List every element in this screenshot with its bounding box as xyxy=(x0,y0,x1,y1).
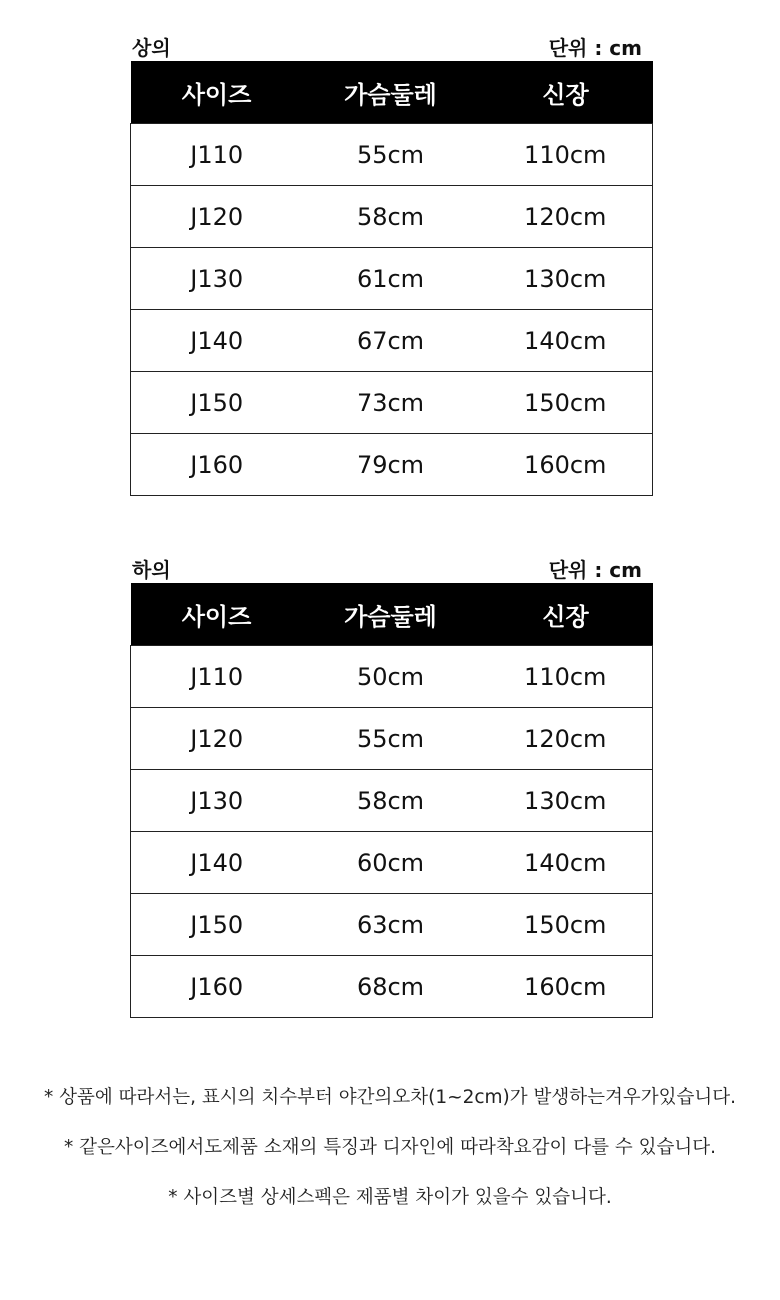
height-cell: 150cm xyxy=(479,894,653,956)
chest-cell: 68cm xyxy=(303,956,479,1018)
note-line: * 상품에 따라서는, 표시의 치수부터 야간의오차(1~2cm)가 발생하는겨우가있습니다. xyxy=(44,1087,736,1108)
height-cell: 120cm xyxy=(479,708,653,770)
top-label-row xyxy=(130,28,652,61)
table-header-row xyxy=(131,61,653,124)
bottom-label-row xyxy=(130,550,652,583)
table-row xyxy=(131,434,653,496)
height-cell: 150cm xyxy=(479,372,653,434)
chest-cell: 73cm xyxy=(303,372,479,434)
size-cell: J120 xyxy=(131,708,303,770)
table-row xyxy=(131,310,653,372)
table-row xyxy=(131,248,653,310)
size-cell: J130 xyxy=(131,770,303,832)
size-cell: J160 xyxy=(131,434,303,496)
chest-cell: 55cm xyxy=(303,124,479,186)
table-row xyxy=(131,770,653,832)
size-cell: J120 xyxy=(131,186,303,248)
note-line: * 같은사이즈에서도제품 소재의 특징과 디자인에 따라착요감이 다를 수 있습니다. xyxy=(64,1137,716,1158)
height-cell: 110cm xyxy=(479,124,653,186)
table-row xyxy=(131,956,653,1018)
height-cell: 130cm xyxy=(479,770,653,832)
header-height: 신장 xyxy=(479,61,653,124)
unit-label: 단위 : cm xyxy=(548,558,642,582)
header-size: 사이즈 xyxy=(131,61,303,124)
table-row xyxy=(131,646,653,708)
section-title: 하의 xyxy=(132,558,171,582)
height-cell: 130cm xyxy=(479,248,653,310)
size-cell: J150 xyxy=(131,372,303,434)
chest-cell: 58cm xyxy=(303,186,479,248)
unit-label: 단위 : cm xyxy=(548,36,642,60)
chest-cell: 67cm xyxy=(303,310,479,372)
table-row xyxy=(131,186,653,248)
table-row xyxy=(131,372,653,434)
chest-cell: 50cm xyxy=(303,646,479,708)
height-cell: 140cm xyxy=(479,832,653,894)
header-chest: 가슴둘레 xyxy=(303,61,479,124)
bottom-size-table xyxy=(130,583,653,1018)
top-size-table xyxy=(130,61,653,496)
height-cell: 120cm xyxy=(479,186,653,248)
bottom-size-section xyxy=(130,550,652,1018)
chest-cell: 58cm xyxy=(303,770,479,832)
size-cell: J110 xyxy=(131,124,303,186)
size-cell: J150 xyxy=(131,894,303,956)
table-row xyxy=(131,124,653,186)
header-height: 신장 xyxy=(479,583,653,646)
chest-cell: 60cm xyxy=(303,832,479,894)
chest-cell: 55cm xyxy=(303,708,479,770)
height-cell: 140cm xyxy=(479,310,653,372)
header-chest: 가슴둘레 xyxy=(303,583,479,646)
notes-section xyxy=(0,1082,780,1232)
size-cell: J110 xyxy=(131,646,303,708)
header-size: 사이즈 xyxy=(131,583,303,646)
chest-cell: 61cm xyxy=(303,248,479,310)
table-row xyxy=(131,832,653,894)
table-row xyxy=(131,708,653,770)
height-cell: 160cm xyxy=(479,956,653,1018)
top-size-section xyxy=(130,28,652,496)
height-cell: 160cm xyxy=(479,434,653,496)
size-cell: J140 xyxy=(131,832,303,894)
size-cell: J130 xyxy=(131,248,303,310)
note-line: * 사이즈별 상세스펙은 제품별 차이가 있을수 있습니다. xyxy=(168,1187,612,1208)
section-title: 상의 xyxy=(132,36,171,60)
size-cell: J160 xyxy=(131,956,303,1018)
chest-cell: 79cm xyxy=(303,434,479,496)
size-cell: J140 xyxy=(131,310,303,372)
table-row xyxy=(131,894,653,956)
table-header-row xyxy=(131,583,653,646)
chest-cell: 63cm xyxy=(303,894,479,956)
height-cell: 110cm xyxy=(479,646,653,708)
